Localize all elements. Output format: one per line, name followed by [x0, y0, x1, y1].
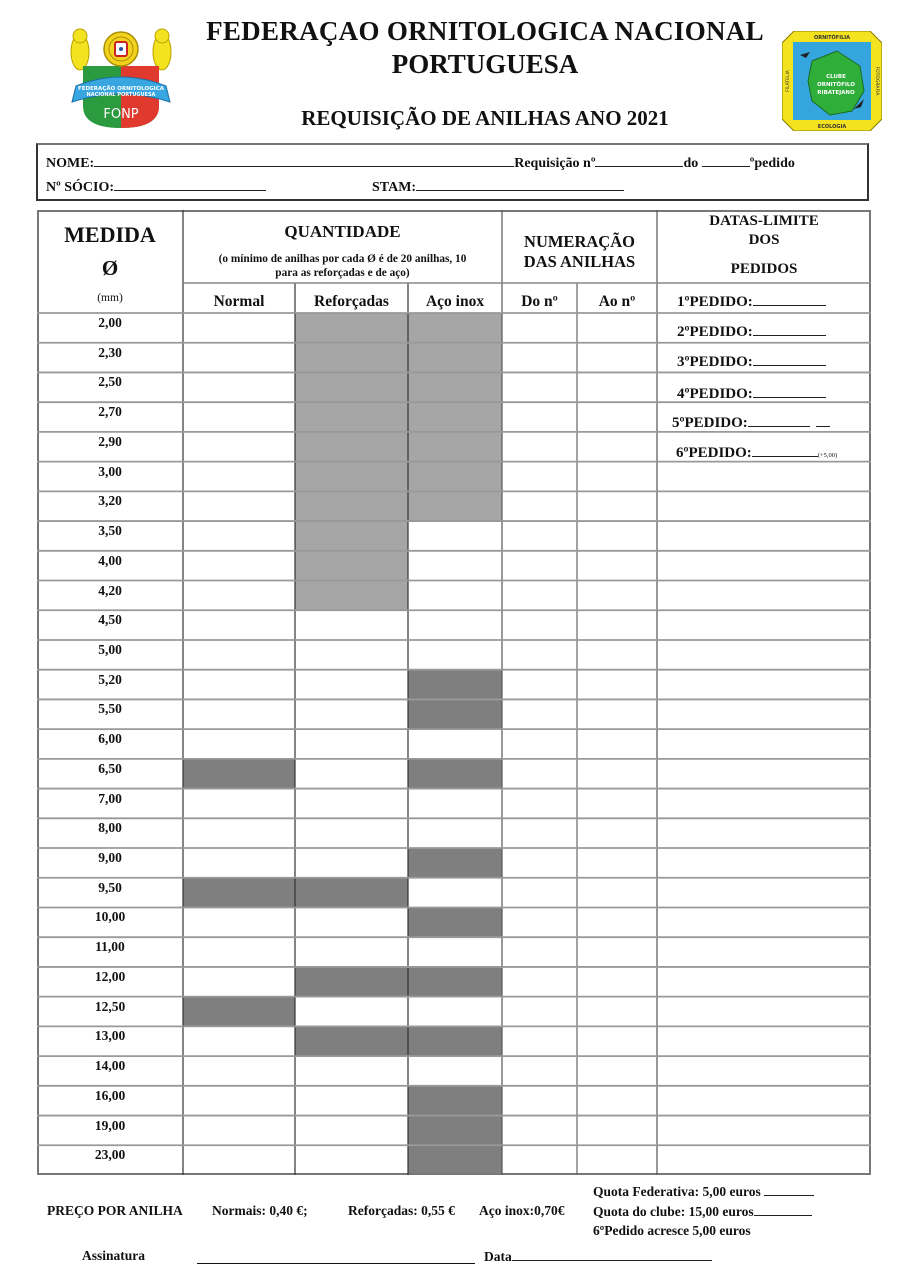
nome-field[interactable]	[94, 154, 514, 167]
unit-label: (mm)	[97, 292, 123, 304]
row-size-label: 10,00	[94, 909, 126, 925]
pedido-date-field[interactable]	[753, 323, 826, 336]
pedido-date-field[interactable]	[752, 444, 818, 457]
data-line	[484, 1248, 712, 1265]
row-size-label: 3,50	[98, 523, 122, 539]
shaded-cell-unavailable	[408, 1145, 502, 1175]
diameter-symbol: Ø	[101, 256, 119, 280]
row-size-label: 6,00	[98, 731, 122, 747]
shaded-cell-unavailable	[408, 759, 502, 789]
requisicao-field[interactable]	[595, 154, 683, 167]
numeracao-header: NUMERAÇÃO	[524, 232, 635, 251]
pedido-label: 5ºPEDIDO:	[672, 415, 748, 431]
federation-title: FEDERAÇAO ORNITOLOGICA NACIONAL	[206, 16, 764, 46]
datas-limite-header: DATAS-LIMITE	[709, 213, 819, 229]
assinatura-field[interactable]	[197, 1263, 475, 1264]
pedido-label: 6ºPEDIDO:	[676, 445, 752, 461]
row-size-label: 16,00	[94, 1087, 126, 1103]
preco-label: PREÇO POR ANILHA	[47, 1203, 183, 1218]
shaded-cell-unavailable	[295, 372, 408, 402]
shaded-cell-unavailable	[408, 432, 502, 462]
pedido-deadline-1	[677, 293, 826, 311]
shaded-cell-unavailable	[408, 1086, 502, 1116]
quantidade-note-line1: (o mínimo de anilhas por cada Ø é de 20 anilhas, 10	[218, 253, 467, 265]
shaded-cell-unavailable	[408, 343, 502, 373]
pedido-deadline-3	[677, 353, 826, 371]
pedido-deadline-2	[677, 323, 826, 341]
club-logo-top: ORNITÓFILIA	[814, 35, 850, 41]
row-size-label: 9,50	[98, 879, 122, 895]
shaded-cell-unavailable	[408, 402, 502, 432]
pedido-deadline-6	[676, 444, 837, 462]
logo-monogram: FONP	[103, 107, 139, 122]
pedido-label: 1ºPEDIDO:	[677, 294, 753, 310]
pedido-label: ºpedido	[749, 156, 795, 171]
pedido-label: 2ºPEDIDO:	[677, 324, 753, 340]
row-size-label: 2,90	[98, 433, 122, 449]
row-size-label: 14,00	[94, 1058, 126, 1074]
club-logo	[782, 31, 882, 131]
federation-title-line2: PORTUGUESA	[391, 49, 579, 79]
assinatura-label: Assinatura	[82, 1248, 146, 1263]
row-size-label: 4,20	[98, 582, 122, 598]
shaded-cell-unavailable	[295, 521, 408, 551]
shaded-cell-unavailable	[183, 759, 295, 789]
row-size-label: 2,70	[98, 404, 122, 420]
col-do-n: Do nº	[521, 293, 558, 310]
col-ao-n: Ao nº	[598, 293, 636, 310]
datas-limite-header-line2: DOS	[748, 232, 780, 248]
club-logo-bottom: ECOLOGIA	[817, 124, 847, 130]
pedido-date-field[interactable]	[748, 414, 810, 427]
data-label: Data	[484, 1249, 512, 1264]
club-logo-line2: ORNITÓFILO	[817, 82, 855, 88]
quantidade-header: QUANTIDADE	[284, 222, 401, 241]
row-size-label: 12,50	[94, 998, 126, 1014]
row-size-label: 4,50	[98, 612, 122, 628]
quota-federativa	[593, 1183, 814, 1200]
pedido-label: 3ºPEDIDO:	[677, 354, 753, 370]
pedido-date-field[interactable]	[753, 353, 826, 366]
row-size-label: 2,00	[98, 315, 122, 330]
socio-field[interactable]	[114, 178, 266, 191]
shaded-cell-unavailable	[295, 432, 408, 462]
club-logo-line3: RIBATEJANO	[817, 90, 855, 96]
row-size-label: 2,50	[98, 374, 122, 390]
fonp-logo	[66, 24, 176, 130]
shaded-cell-unavailable	[295, 967, 408, 997]
row-size-label: 23,00	[94, 1147, 126, 1163]
socio-label: Nº SÓCIO:	[46, 180, 115, 195]
shaded-cell-unavailable	[295, 402, 408, 432]
shaded-cell-unavailable	[408, 1116, 502, 1146]
row-size-label: 9,00	[98, 850, 122, 866]
logo-ribbon-text: FEDERAÇÃO ORNITOLOGICA	[77, 86, 165, 92]
shaded-cell-unavailable	[408, 670, 502, 700]
shaded-cell-unavailable	[295, 343, 408, 373]
pedido-date-field-extra[interactable]	[816, 414, 830, 427]
shaded-cell-unavailable	[295, 1026, 408, 1056]
pedido-surcharge-note: (+5,00)	[817, 452, 838, 459]
sexto-pedido-note: 6ºPedido acresce 5,00 euros	[593, 1223, 751, 1238]
row-size-label: 3,20	[98, 493, 122, 509]
row-size-label: 4,00	[98, 552, 122, 568]
logo-ribbon-text-2: NACIONAL PORTUGUESA	[86, 92, 156, 98]
pedido-date-field[interactable]	[753, 385, 826, 398]
shaded-cell-unavailable	[408, 967, 502, 997]
row-size-label: 3,00	[98, 463, 122, 479]
shaded-cell-unavailable	[408, 699, 502, 729]
row-size-label: 11,00	[95, 939, 125, 955]
quota-clube-text: Quota do clube: 15,00 euros	[593, 1204, 754, 1219]
row-size-label: 12,00	[94, 968, 126, 984]
preco-normais: Normais: 0,40 €;	[212, 1203, 308, 1218]
shaded-cell-unavailable	[408, 848, 502, 878]
row-size-label: 7,00	[98, 790, 122, 806]
row-size-label: 19,00	[94, 1117, 126, 1133]
row-size-label: 2,30	[98, 344, 122, 360]
col-reforcadas: Reforçadas	[314, 293, 389, 310]
shaded-cell-unavailable	[408, 907, 502, 937]
quantidade-note-line2: para as reforçadas e de aço)	[275, 267, 410, 279]
nome-label: NOME:	[46, 156, 95, 171]
data-field[interactable]	[512, 1248, 712, 1261]
pedido-deadline-5	[672, 414, 830, 432]
datas-limite-header-line3: PEDIDOS	[730, 261, 798, 277]
do-label: do	[683, 156, 699, 171]
quota-federativa-text: Quota Federativa: 5,00 euros	[593, 1184, 761, 1199]
shaded-cell-unavailable	[408, 491, 502, 521]
shaded-cell-unavailable	[295, 313, 408, 343]
shaded-cell-unavailable	[295, 491, 408, 521]
club-logo-right: FOTOGRAFIA	[874, 66, 879, 96]
pedido-label: 4ºPEDIDO:	[677, 386, 753, 402]
stam-field[interactable]	[416, 178, 624, 191]
shaded-cell-unavailable	[295, 878, 408, 908]
shaded-cell-unavailable	[408, 313, 502, 343]
preco-reforcadas: Reforçadas: 0,55 €	[348, 1203, 455, 1218]
numeracao-header-line2: DAS ANILHAS	[523, 252, 636, 271]
row-size-label: 5,20	[98, 671, 122, 687]
row-size-label: 5,50	[98, 701, 122, 717]
stam-label: STAM:	[372, 180, 417, 195]
requisicao-label: Requisição nº	[514, 156, 596, 171]
shaded-cell-unavailable	[295, 551, 408, 581]
pedido-deadline-4	[677, 385, 826, 403]
pedido-number-field[interactable]	[702, 154, 750, 167]
medida-header: MEDIDA	[64, 222, 156, 247]
row-size-label: 8,00	[98, 820, 122, 836]
quota-clube-field[interactable]	[754, 1203, 812, 1216]
col-aco-inox: Aço inox	[425, 293, 485, 310]
club-logo-left: FILATELIA	[786, 70, 791, 92]
shaded-cell-unavailable	[295, 581, 408, 611]
preco-aco-inox: Aço inox:0,70€	[479, 1203, 565, 1218]
row-size-label: 13,00	[94, 1028, 126, 1044]
shaded-cell-unavailable	[408, 462, 502, 492]
shaded-cell-unavailable	[183, 878, 295, 908]
quota-federativa-field[interactable]	[764, 1183, 814, 1196]
pedido-date-field[interactable]	[753, 293, 826, 306]
shaded-cell-unavailable	[183, 997, 295, 1027]
row-size-label: 5,00	[98, 641, 122, 657]
quota-clube	[593, 1203, 812, 1220]
requester-info-box	[36, 143, 869, 201]
shaded-cell-unavailable	[408, 1026, 502, 1056]
col-normal: Normal	[213, 293, 265, 310]
row-size-label: 6,50	[98, 760, 122, 776]
club-logo-line1: CLUBE	[826, 74, 846, 80]
shaded-cell-unavailable	[295, 462, 408, 492]
form-title: REQUISIÇÃO DE ANILHAS ANO 2021	[301, 106, 669, 130]
shaded-cell-unavailable	[408, 372, 502, 402]
